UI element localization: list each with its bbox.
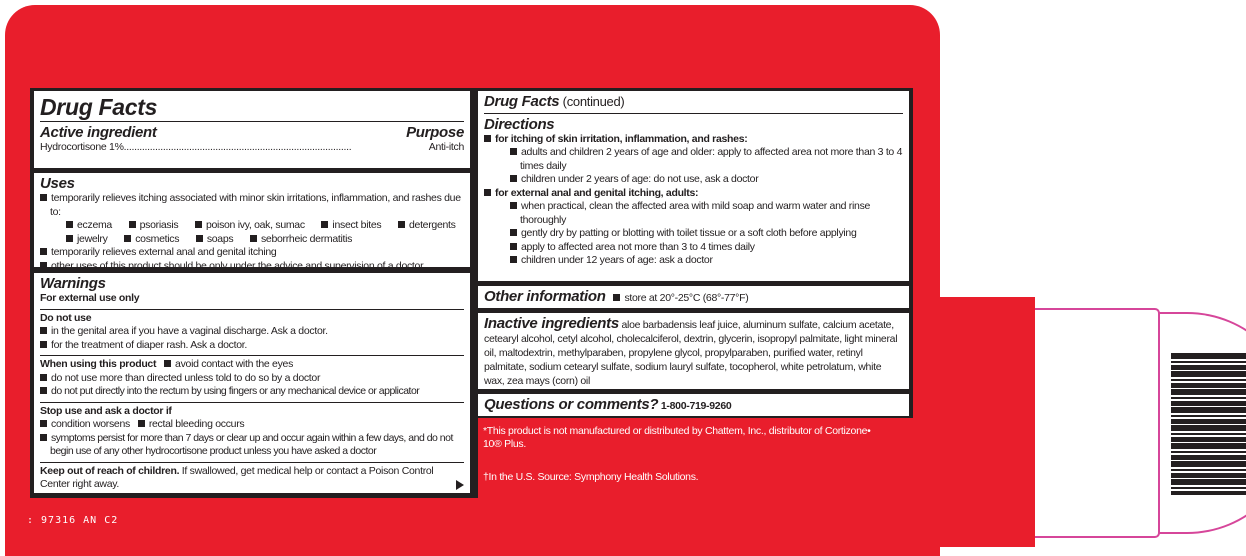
do-not-use-heading: Do not use bbox=[40, 309, 464, 326]
uses-section bbox=[34, 173, 470, 272]
direction-item: children under 12 years of age: ask a doctor bbox=[521, 254, 713, 266]
directions-section bbox=[478, 91, 909, 281]
purpose: Anti-itch bbox=[428, 141, 464, 153]
uses-item: other uses of this product should be only under the advice and supervision of a doctor bbox=[51, 259, 424, 272]
drug-facts-title: Drug Facts bbox=[40, 93, 464, 122]
direction-item: adults and children 2 years of age and older: apply to affected area not more than 3 to 4 times daily bbox=[520, 146, 903, 172]
external-use-only: For external use only bbox=[40, 292, 140, 304]
warnings-section bbox=[34, 273, 470, 493]
keep-out-heading: Keep out of reach of children. bbox=[40, 464, 180, 477]
purpose-heading: Purpose bbox=[406, 124, 464, 141]
cause-item: cosmetics bbox=[135, 232, 180, 245]
direction-item: for itching of skin irritation, inflammation, and rashes: bbox=[495, 132, 748, 145]
footnote-distributor: *This product is not manufactured or distributed by Chattem, Inc., distributor of Cortizone• 10® Plus. bbox=[483, 425, 871, 450]
continue-arrow-icon bbox=[456, 480, 464, 490]
warning-item: for the treatment of diaper rash. Ask a doctor. bbox=[51, 338, 248, 351]
storage-text: store at 20°-25°C (68°-77°F) bbox=[624, 292, 749, 304]
warning-item: condition worsens bbox=[51, 418, 130, 430]
bullet-icon bbox=[40, 194, 47, 201]
continued-label: (continued) bbox=[559, 94, 625, 109]
questions-heading: Questions or comments? bbox=[484, 396, 659, 413]
other-information-section bbox=[478, 286, 909, 308]
directions-heading: Directions bbox=[484, 115, 555, 133]
phone-number: 1-800-719-9260 bbox=[660, 400, 732, 412]
cause-item: insect bites bbox=[332, 219, 382, 231]
cause-item: psoriasis bbox=[139, 219, 179, 231]
uses-item: temporarily relieves external anal and genital itching bbox=[51, 246, 277, 258]
active-ingredient-heading: Active ingredient bbox=[40, 124, 157, 141]
footnotes bbox=[483, 425, 883, 484]
other-information-heading: Other information bbox=[484, 288, 606, 305]
direction-item: when practical, clean the affected area with mild soap and warm water and rinse thoroughly bbox=[520, 200, 871, 226]
cause-item: eczema bbox=[77, 219, 112, 231]
tuck-tab-dieline bbox=[1035, 308, 1160, 538]
inactive-ingredients-section bbox=[478, 313, 909, 389]
questions-section bbox=[478, 394, 909, 416]
lot-code: : 97316 AN C2 bbox=[27, 515, 119, 526]
warning-item: in the genital area if you have a vaginal discharge. Ask a doctor. bbox=[51, 325, 328, 337]
carton-flap bbox=[935, 297, 1035, 547]
cause-item: jewelry bbox=[77, 232, 108, 245]
inactive-ingredients-heading: Inactive ingredients bbox=[484, 315, 619, 332]
barcode bbox=[1171, 353, 1246, 495]
cause-item: soaps bbox=[206, 232, 234, 245]
warnings-heading: Warnings bbox=[40, 275, 106, 292]
drug-facts-continued-title: Drug Facts bbox=[484, 93, 560, 110]
direction-item: apply to affected area not more than 3 to 4 times daily bbox=[521, 240, 755, 253]
footnote-source: †In the U.S. Source: Symphony Health Solutions. bbox=[483, 471, 699, 483]
drug-facts-header bbox=[34, 91, 470, 168]
warning-item: do not put directly into the rectum by using fingers or any mechanical device or applicator bbox=[51, 385, 420, 397]
cause-item: detergents bbox=[408, 219, 456, 231]
direction-item: for external anal and genital itching, adults: bbox=[495, 186, 699, 199]
direction-item: children under 2 years of age: do not use, ask a doctor bbox=[521, 173, 759, 185]
stop-use-heading: Stop use and ask a doctor if bbox=[40, 402, 464, 419]
cause-item: poison ivy, oak, sumac bbox=[205, 219, 305, 231]
uses-item: temporarily relieves itching associated with minor skin irritations, inflammation, and rashes due to: bbox=[50, 192, 461, 218]
warning-item: avoid contact with the eyes bbox=[175, 358, 294, 370]
uses-causes bbox=[40, 219, 464, 246]
cause-item: seborrheic dermatitis bbox=[260, 232, 353, 245]
warning-item: rectal bleeding occurs bbox=[148, 418, 245, 430]
when-using-heading: When using this product bbox=[40, 358, 157, 370]
warning-item: do not use more than directed unless told to do so by a doctor bbox=[51, 371, 321, 384]
inactive-ingredients-text: aloe barbadensis leaf juice, aluminum sulfate, calcium acetate, cetearyl alcohol, cetyl alcohol, cholecalciferol, dextrin, glycerin, isopropyl palmitate, light mineral oil, maltodextrin, methylparaben, propylene glycol, propylparaben, purified water, retinyl palmitate, sodium cetearyl sulfate, sodium lauryl sulfate, tocopherol, white petrolatum, white wax, zea mays (corn) oil bbox=[484, 319, 898, 387]
keep-out-text: If swallowed, get medical help or contact a Poison Control Center right away. bbox=[40, 464, 434, 490]
warning-item: symptoms persist for more than 7 days or clear up and occur again within a few days, and do not begin use of any other hydrocortisone product unless you have asked a doctor bbox=[50, 431, 453, 457]
active-ingredient: Hydrocortisone 1%....................................................................................... bbox=[40, 141, 352, 153]
uses-heading: Uses bbox=[40, 175, 75, 192]
direction-item: gently dry by patting or blotting with toilet tissue or a soft cloth before applying bbox=[521, 227, 857, 239]
